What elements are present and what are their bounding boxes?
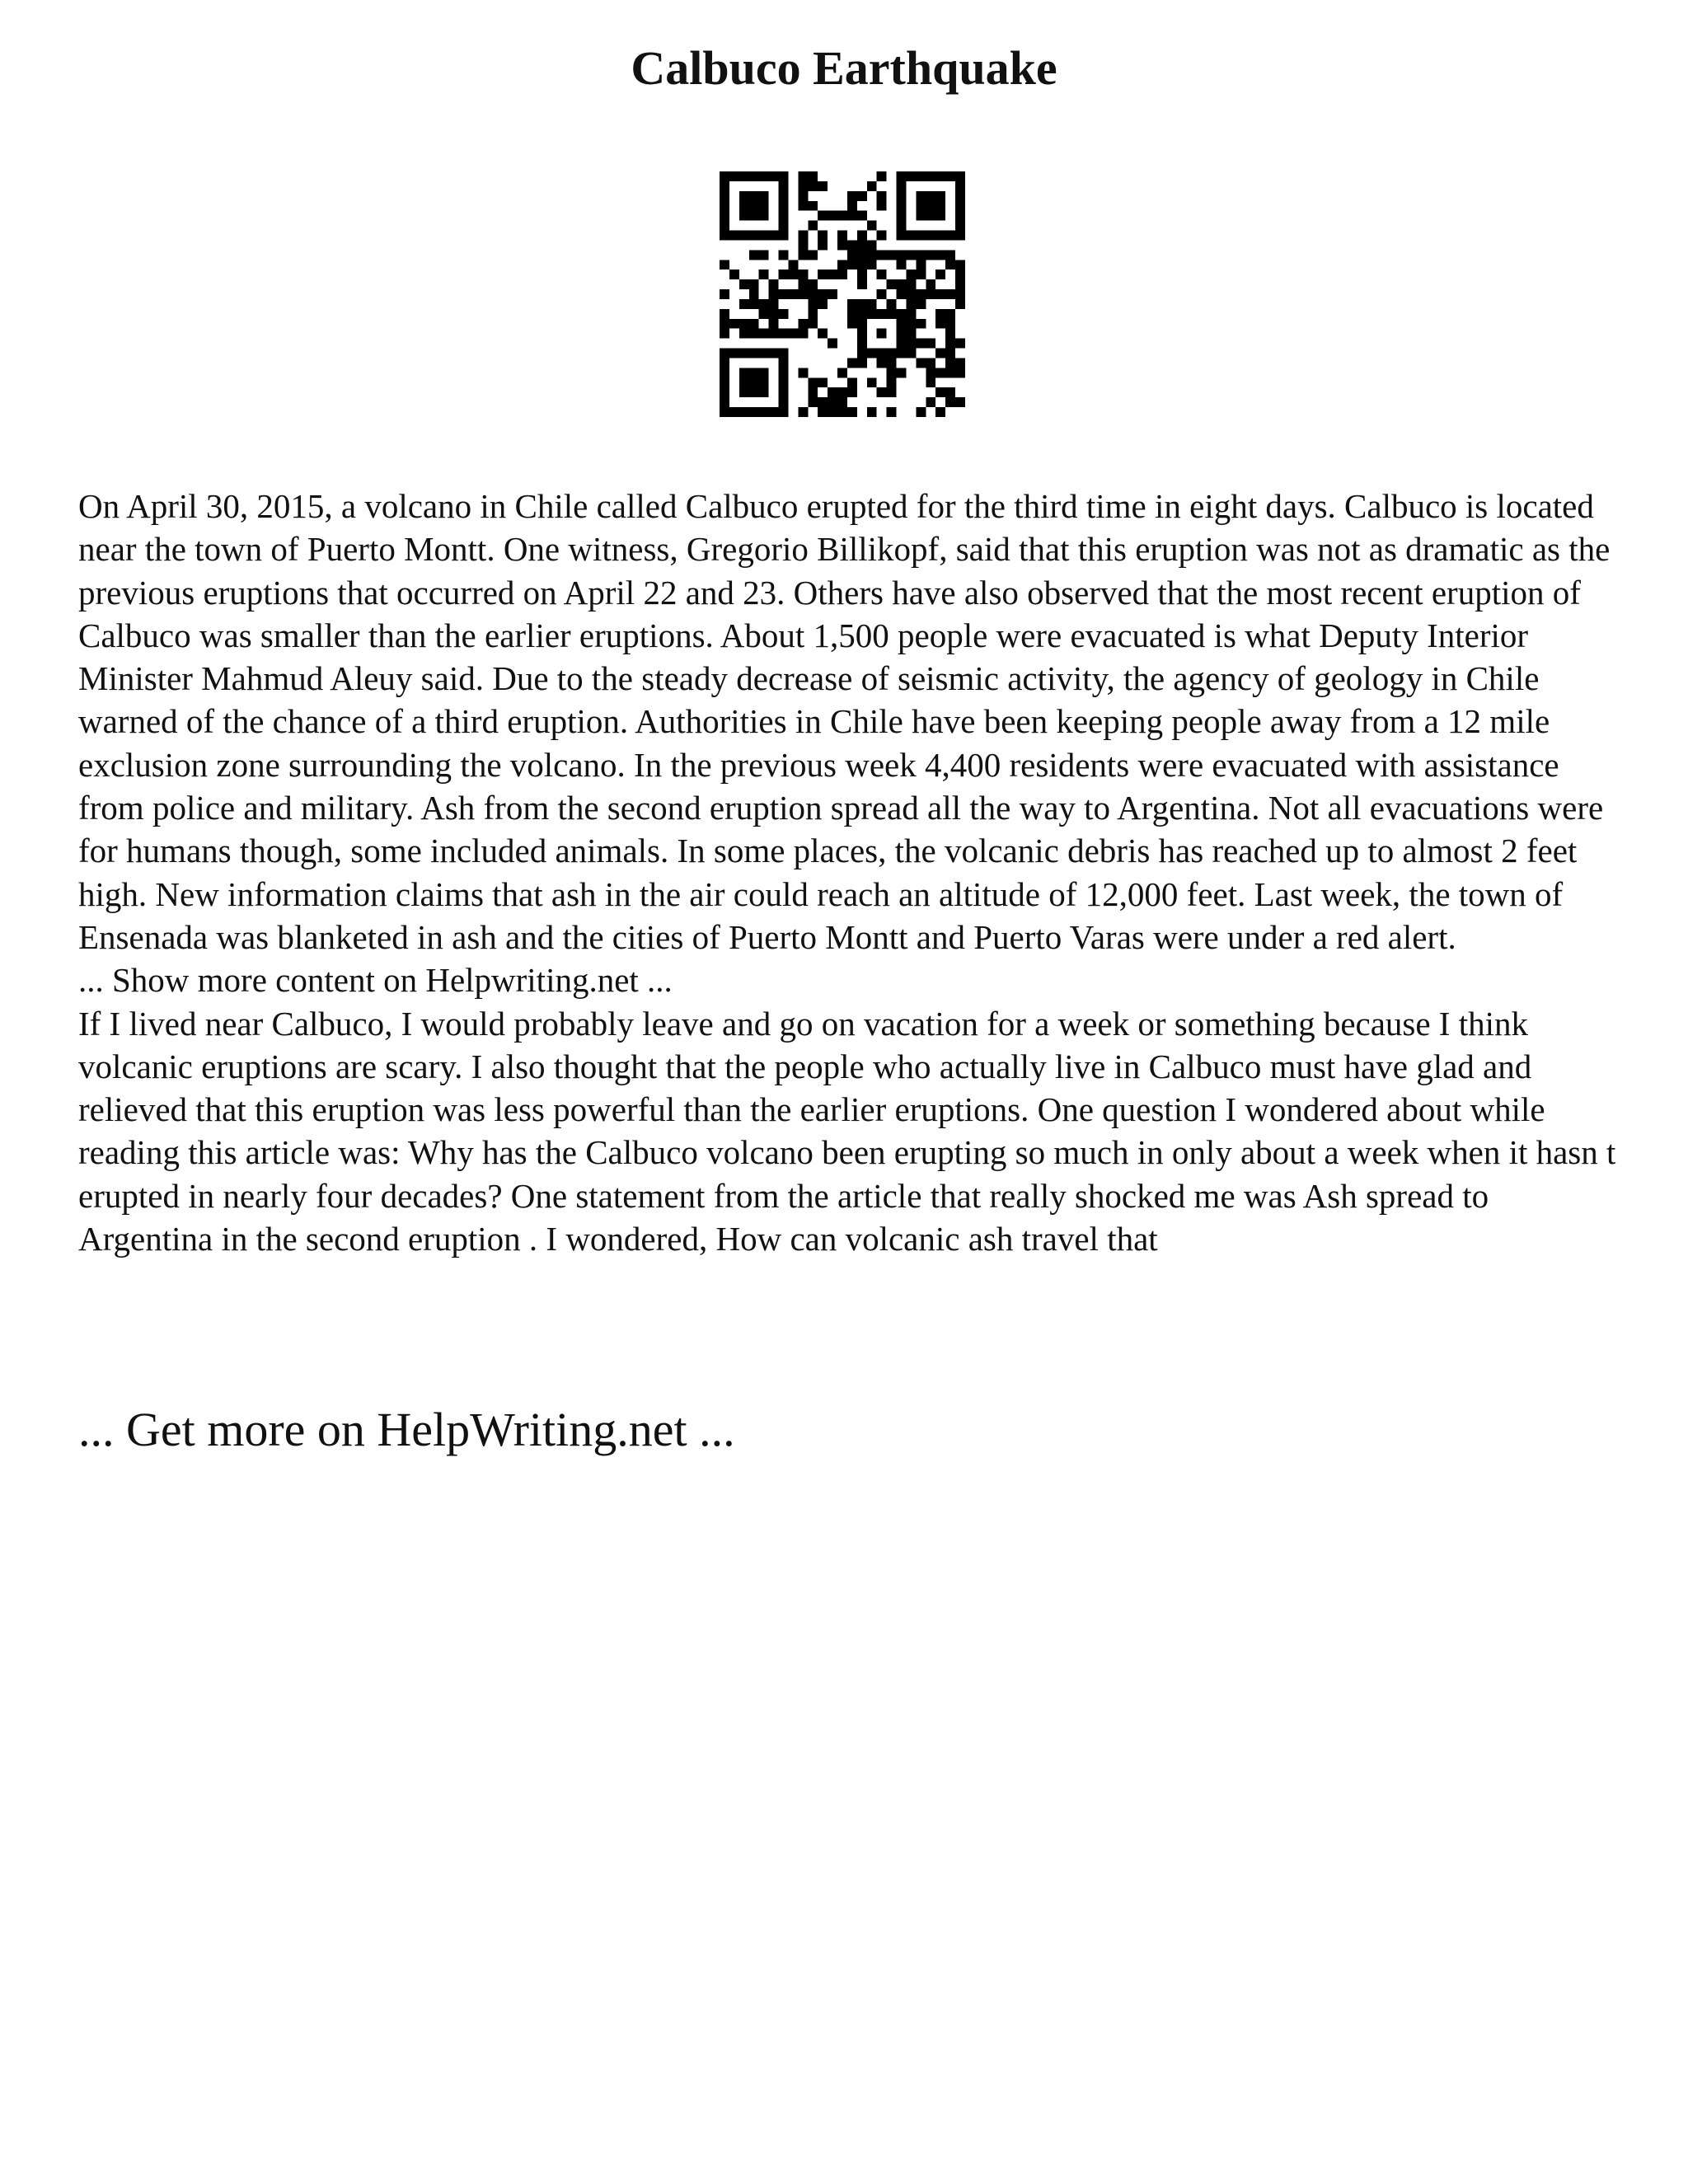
qr-code-icon [720,171,965,417]
article-body [78,485,1620,1260]
show-more-link[interactable]: ... Show more content on Helpwriting.net ... [78,961,673,1000]
document-title: Calbuco Earthquake [631,41,1057,95]
article-paragraph: If I lived near Calbuco, I would probably leave and go on vacation for a week or something because I think volcanic eruptions are scary. I also thought that the people who actually live in Calbuco must have glad and relieved that this eruption was less powerful than the earlier eruptions. One question I wondered about while reading this article was: Why has the Calbuco volcano been erupting so much in only about a week when it hasn t erupted in nearly four decades? One statement from the article that really shocked me was Ash spread to Argentina in the second eruption . I wondered, How can volcanic ash travel that [78,1004,1616,1258]
article-paragraph: On April 30, 2015, a volcano in Chile called Calbuco erupted for the third time in eight days. Calbuco is located near the town of Puerto Montt. One witness, Gregorio Billikopf, said that this eruption was not as dramatic as the previous eruptions that occurred on April 22 and 23. Others have also observed that the most recent eruption of Calbuco was smaller than the earlier eruptions. About 1,500 people were evacuated is what Deputy Interior Minister Mahmud Aleuy said. Due to the steady decrease of seismic activity, the agency of geology in Chile warned of the chance of a third eruption. Authorities in Chile have been keeping people away from a 12 mile exclusion zone surrounding the volcano. In the previous week 4,400 residents were evacuated with assistance from police and military. Ash from the second eruption spread all the way to Argentina. Not all evacuations were for humans though, some included animals. In some places, the volcanic debris has reached up to almost 2 feet high. New information claims that ash in the air could reach an altitude of 12,000 feet. Last week, the town of Ensenada was blanketed in ash and the cities of Puerto Montt and Puerto Varas were under a red alert. [78,487,1611,956]
get-more-link[interactable]: ... Get more on HelpWriting.net ... [78,1403,735,1456]
